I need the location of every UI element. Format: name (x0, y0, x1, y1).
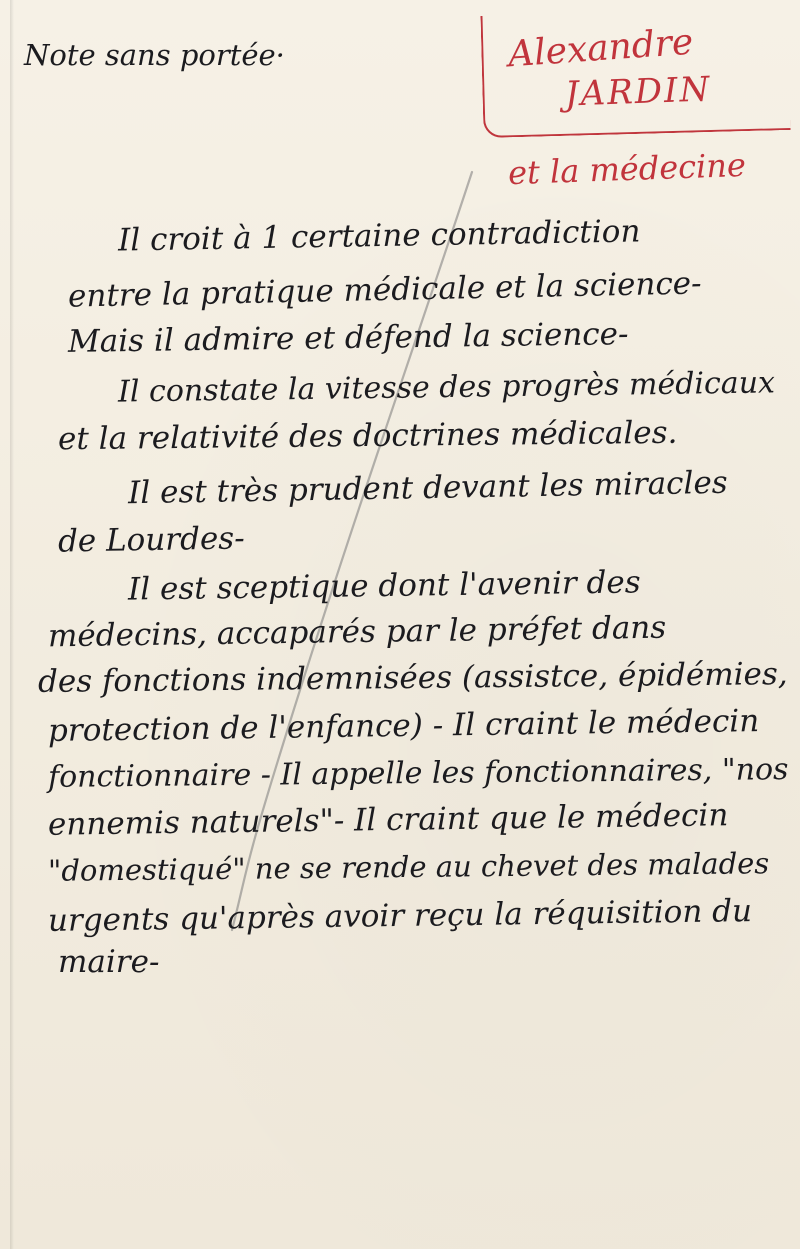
body-line: des fonctions indemnisées (assistce, épidémies, (37, 656, 788, 700)
body-line: "domestiqué" ne se rende au chevet des malades (47, 846, 770, 888)
author-last-name: JARDIN (564, 69, 712, 115)
body-line: maire- (58, 944, 160, 980)
body-line: médecins, accaparés par le préfet dans (47, 609, 667, 655)
body-line: de Lourdes- (57, 520, 245, 560)
author-first-name: Alexandre (506, 21, 695, 76)
body-line: protection de l'enfance) - Il craint le médecin (47, 703, 760, 749)
body-line: Il constate la vitesse des progrès médicaux (117, 365, 776, 410)
body-line: Il croit à 1 certaine contradiction (117, 213, 641, 259)
body-line: Il est sceptique dont l'avenir des (127, 564, 641, 608)
body-line: ennemis naturels"- Il craint que le médecin (47, 797, 729, 843)
body-line: entre la pratique médicale et la science- (67, 265, 702, 315)
body-line: fonctionnaire - Il appelle les fonctionnaires, "nos (47, 752, 789, 795)
subject-line: et la médecine (507, 145, 747, 193)
body-line: Il est très prudent devant les miracles (127, 464, 728, 512)
body-line: et la relativité des doctrines médicales. (57, 414, 678, 458)
note-title: Note sans portée· (24, 38, 285, 72)
body-line: Mais il admire et défend la science- (67, 316, 629, 360)
body-line: urgents qu'après avoir reçu la réquisition du (47, 893, 753, 939)
